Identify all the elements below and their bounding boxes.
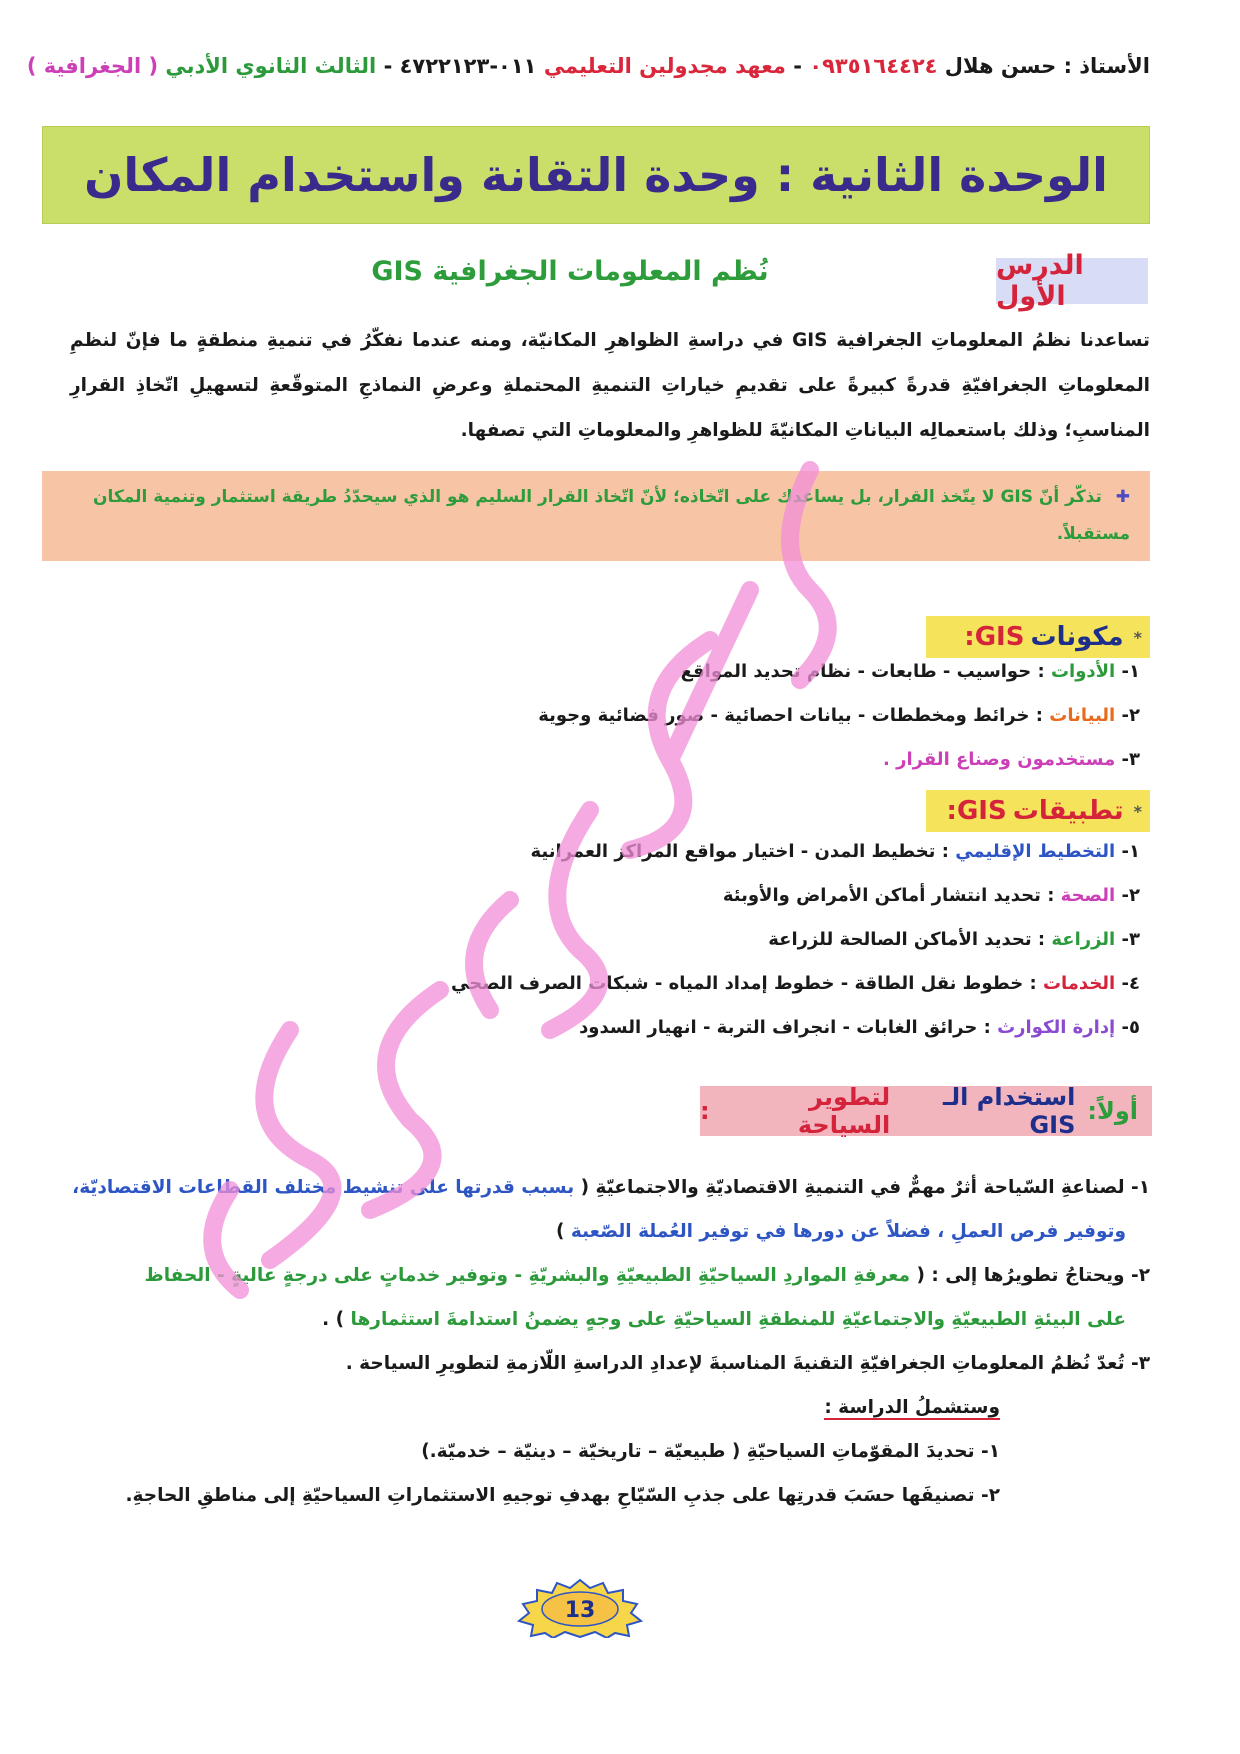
page-number: 13 (564, 1598, 596, 1623)
tourism-body (60, 1166, 1150, 1518)
item-number: ٤- (1121, 973, 1140, 994)
paragraph-text: ) . (322, 1309, 345, 1330)
item-number: ٣- (1121, 749, 1140, 770)
unit-title: الوحدة الثانية : وحدة التقانة واستخدام المكان (84, 148, 1108, 202)
institute-name: معهد مجدولين التعليمي (543, 54, 786, 78)
item-text: خرائط ومخططات - بيانات احصائية - صور فضائية وجوية (538, 705, 1030, 726)
page-number-badge (515, 1578, 645, 1638)
item-number: ٢- (1121, 705, 1140, 726)
paragraph-text: تُعدّ نُظمُ المعلوماتِ الجغرافيّةِ التقنيةَ المناسبةَ لإعدادِ الدراسةِ اللّازمةِ لتطويرِ السياحة . (345, 1353, 1125, 1374)
item-number: ٣- (1131, 1353, 1150, 1374)
list-item (100, 650, 1140, 694)
item-number: ٣- (1121, 929, 1140, 950)
header-separator: - (793, 54, 802, 78)
applications-title: تطبيقات (1012, 796, 1124, 826)
list-item (100, 830, 1140, 874)
first-section-heading (700, 1083, 1152, 1139)
item-text: تخطيط المدن - اختيار مواقع المراكز العمرانية (530, 841, 936, 862)
item-text: حرائق الغابات - انجراف التربة - انهيار السدود (579, 1017, 978, 1038)
paragraph-text: ويحتاجُ تطويرُها إلى : ( (916, 1265, 1125, 1286)
item-number: ١- (1121, 661, 1140, 682)
item-separator: : (941, 841, 949, 862)
paragraph-line (60, 1254, 1150, 1298)
note-text: تذكّر أنّ GIS لا يتّخذ القرار، بل يساعدك على اتّخاذه؛ لأنّ اتّخاذ القرار السليم هو الذي سيحدّدُ طريقة استثمار وتنمية المكان مستقبلاً. (92, 487, 1130, 544)
item-label: الخدمات (1042, 973, 1116, 994)
item-label: الصحة (1060, 885, 1116, 906)
item-label: الزراعة (1051, 929, 1116, 950)
star-bullet-icon: * (1133, 627, 1142, 647)
highlight-text: على البيئةِ الطبيعيّةِ والاجتماعيّةِ للمنطقةِ السياحيّةِ على وجهٍ يضمنُ استدامةَ استثمارها (350, 1309, 1126, 1330)
paragraph-line (60, 1210, 1150, 1254)
list-item (100, 694, 1140, 738)
list-item (100, 962, 1140, 1006)
paragraph-text: ) (555, 1221, 565, 1242)
lesson-label (996, 250, 1148, 312)
item-label: الأدوات (1050, 661, 1116, 682)
item-number: ٢- (981, 1485, 1000, 1506)
item-separator: : (1029, 973, 1037, 994)
components-title: مكونات (1030, 622, 1124, 652)
highlight-text: وتوفير فرص العملِ ، فضلاً عن دورها في توفير العُملة الصّعبة (570, 1221, 1126, 1242)
study-label: وستشملُ الدراسة : (824, 1397, 1000, 1418)
star-bullet-icon: * (1133, 801, 1142, 821)
components-title-gis: GIS: (964, 622, 1025, 652)
page-header (26, 48, 1150, 84)
phone-2: ٠١١-٤٧٢٢١٢٣ (399, 54, 537, 78)
unit-banner (42, 126, 1150, 224)
paragraph-line (60, 1342, 1150, 1386)
item-text: تحديدَ المقوّماتِ السياحيّةِ ( طبيعيّة – تاريخيّة – دينيّة – خدميّة.) (421, 1441, 975, 1462)
paragraph-line (60, 1298, 1150, 1342)
applications-title-gis: GIS: (946, 796, 1007, 826)
paragraph-line (60, 1166, 1150, 1210)
item-text: خطوط نقل الطاقة - خطوط إمداد المياه - شبكات الصرف الصحي (451, 973, 1024, 994)
item-label: البيانات (1049, 705, 1116, 726)
list-item (100, 874, 1140, 918)
item-text: تحديد الأماكن الصالحة للزراعة (768, 929, 1032, 950)
paragraph-line (60, 1386, 1150, 1430)
list-item (100, 918, 1140, 962)
subject-name: ( الجغرافية ) (26, 54, 159, 78)
section-colon: : (700, 1097, 710, 1125)
item-number: ٥- (1121, 1017, 1140, 1038)
item-label: التخطيط الإقليمي (955, 841, 1116, 862)
section-title-a: استخدام الـ GIS (942, 1083, 1076, 1139)
item-text: تصنيفَها حسَبَ قدرتِها على جذبِ السّيّاحِ بهدفِ توجيهِ الاستثماراتِ السياحيّةِ إلى مناطقِ الحاجةِ. (125, 1485, 975, 1506)
item-number: ٢- (1121, 885, 1140, 906)
lesson-title: نُظم المعلومات الجغرافية GIS (371, 256, 769, 287)
item-text: تحديد انتشار أماكن الأمراض والأوبئة (722, 885, 1041, 906)
components-list (100, 650, 1140, 782)
header-separator: - (383, 54, 393, 78)
teacher-label: الأستاذ : (1063, 54, 1150, 78)
list-item (100, 738, 1140, 782)
applications-list (100, 830, 1140, 1050)
item-separator: : (983, 1017, 991, 1038)
plus-bullet-icon: ✚ (1115, 487, 1130, 507)
list-item (60, 1430, 1150, 1474)
note-text-wrap (70, 479, 1130, 553)
highlight-text: معرفةِ المواردِ السياحيّةِ الطبيعيّةِ والبشريّةِ - وتوفير خدماتٍ على درجةٍ عاليةٍ - الحفاظ (144, 1265, 911, 1286)
paragraph-text: لصناعةِ السّياحة أثرٌ مهمٌّ في التنميةِ الاقتصاديّةِ والاجتماعيّةِ ( (580, 1177, 1125, 1198)
note-box (42, 471, 1150, 561)
item-separator: : (1037, 661, 1045, 682)
item-number: ١- (1121, 841, 1140, 862)
intro-paragraph: تساعدنا نظمُ المعلوماتِ الجغرافية GIS في دراسةِ الظواهرِ المكانيّة، ومنه عندما نفكّرُ في تنميةِ منطقةٍ ما فإنّ لنظمِ المعلوماتِ الجغرافيّةِ قدرةً كبيرةً على تقديمِ خياراتِ التنميةِ المحتملةِ وعرضِ النماذجِ المتوقّعةِ لتسهيلِ اتّخاذِ القرارِ المناسبِ؛ وذلك باستعمالِه البياناتِ المكانيّةَ للظواهرِ والمعلوماتِ التي تصفها. (70, 330, 1150, 441)
item-number: ١- (981, 1441, 1000, 1462)
list-item (100, 1006, 1140, 1050)
item-number: ٢- (1131, 1265, 1150, 1286)
section-title-b: لتطوير السياحة (797, 1083, 891, 1139)
item-text: حواسيب - طابعات - نظام تحديد المواقع (680, 661, 1032, 682)
item-separator: : (1047, 885, 1055, 906)
item-text: مستخدمون وصناع القرار . (883, 749, 1116, 770)
item-label: إدارة الكوارث (997, 1017, 1116, 1038)
applications-heading (926, 790, 1150, 832)
item-number: ١- (1131, 1177, 1150, 1198)
section-ordinal: أولاً: (1087, 1097, 1138, 1125)
highlight-text: بسبب قدرتها على تنشيط مختلف القطاعات الاقتصاديّة، (72, 1177, 575, 1198)
lesson-label-text: الدرس الأول (996, 250, 1084, 312)
list-item (60, 1474, 1150, 1518)
grade-name: الثالث الثانوي الأدبي (165, 54, 377, 78)
phone-1: ٠٩٣٥١٦٤٤٢٤ (809, 54, 938, 78)
item-separator: : (1037, 929, 1046, 950)
teacher-name: حسن هلال (944, 54, 1057, 78)
item-separator: : (1035, 705, 1043, 726)
